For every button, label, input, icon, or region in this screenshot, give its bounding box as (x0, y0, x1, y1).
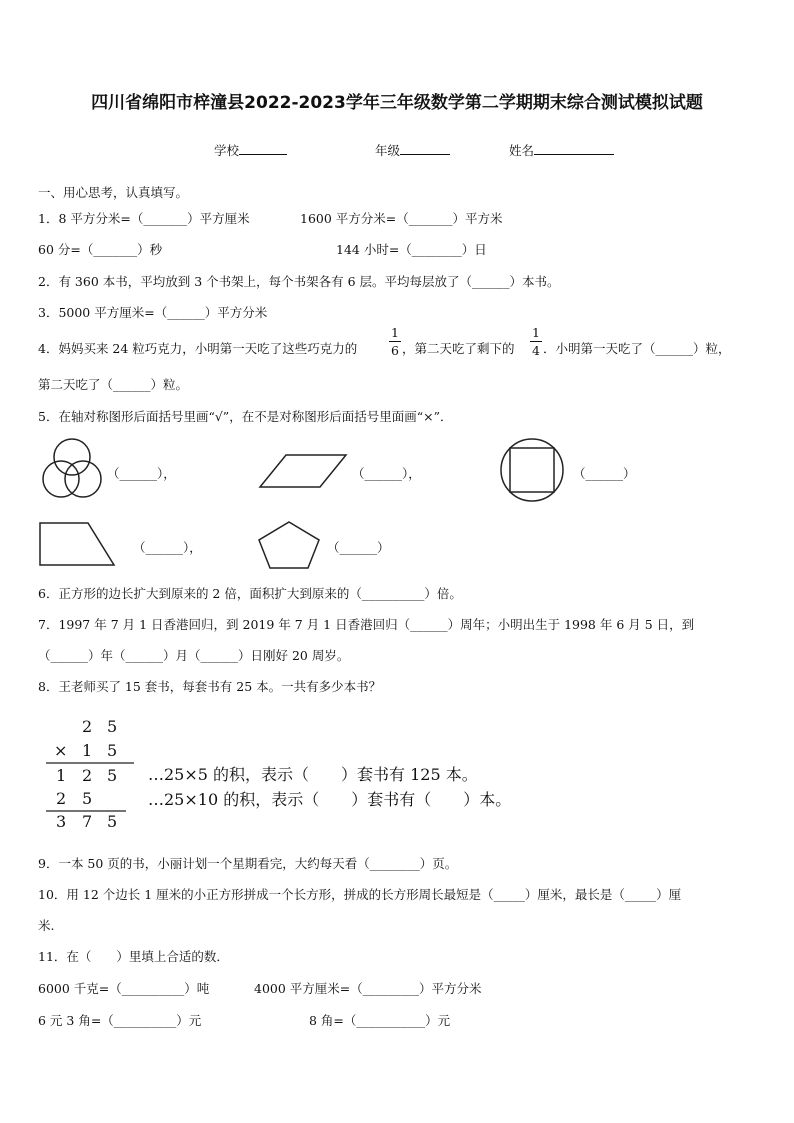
calc-digit: 5 (107, 741, 118, 760)
q11-a: 6000 千克=（__________）吨 (38, 981, 210, 996)
calc-digit: 7 (82, 812, 93, 831)
grade-field[interactable] (375, 141, 450, 159)
q7-line1: 7．1997 年 7 月 1 日香港回归，到 2019 年 7 月 1 日香港回归（______）周年；小明出生于 1998 年 6 月 5 日，到 (38, 617, 695, 632)
q4-fraction-2 (530, 325, 542, 358)
calc-digit: 5 (107, 717, 118, 736)
trapezoid-figure (38, 521, 116, 567)
q7-line2: （______）年（______）月（______）日刚好 20 周岁。 (38, 648, 350, 663)
q4-part2: ，第二天吃了剩下的 (402, 341, 515, 356)
name-field[interactable] (509, 141, 614, 159)
square-in-circle-figure (499, 437, 565, 503)
name-blank[interactable] (534, 142, 614, 155)
three-circles-figure (38, 436, 108, 506)
calc-digit: 5 (107, 812, 118, 831)
fraction-bar (530, 341, 542, 342)
calc-digit: 5 (107, 766, 118, 785)
q5-blank-1[interactable]: （______）， (107, 466, 176, 481)
page-title: 四川省绵阳市梓潼县2022-2023学年三年级数学第二学期期末综合测试模拟试题 (91, 93, 703, 113)
q10-line2: 米. (38, 918, 55, 933)
calc-digit: 1 (82, 741, 93, 760)
q4-part3: ．小明第一天吃了（______）粒， (543, 341, 731, 356)
q5-text: 5．在轴对称图形后面括号里画“√”，在不是对称图形后面括号里面画“×”． (38, 409, 453, 424)
parallelogram-figure (258, 453, 348, 489)
q1-a: 1．8 平方分米=（_______）平方厘米 (38, 211, 250, 226)
school-blank[interactable] (239, 142, 287, 155)
q1-c: 60 分=（_______）秒 (38, 242, 163, 257)
q11-text: 11．在（ ）里填上合适的数． (38, 949, 229, 964)
school-label: 学校 (214, 143, 240, 158)
section-heading: 一、用心思考，认真填写。 (38, 185, 189, 200)
q4-part1: 4．妈妈买来 24 粒巧克力，小明第一天吃了这些巧克力的 (38, 341, 358, 356)
q4-frac2-num: 1 (532, 325, 540, 340)
calc-digit: 1 (56, 766, 67, 785)
calc-divider-line (46, 762, 136, 764)
q4-frac1-den: 6 (391, 343, 399, 358)
calc-digit: 2 (82, 766, 93, 785)
q9: 9．一本 50 页的书，小丽计划一个星期看完，大约每天看（________）页。 (38, 856, 458, 871)
q6: 6．正方形的边长扩大到原来的 2 倍，面积扩大到原来的（__________）倍。 (38, 586, 462, 601)
q8-note-1: …25×5 的积，表示（ ）套书有 125 本。 (148, 765, 478, 784)
pentagon-figure (256, 520, 322, 570)
q11-b: 4000 平方厘米=（_________）平方分米 (254, 981, 482, 996)
q8-text: 8．王老师买了 15 套书，每套书有 25 本。一共有多少本书？ (38, 679, 382, 694)
name-label: 姓名 (509, 143, 535, 158)
q5-blank-3[interactable]: （______） (573, 466, 636, 481)
calc-digit: 3 (56, 812, 67, 831)
q1-d: 144 小时=（________）日 (336, 242, 487, 257)
q4-frac1-num: 1 (391, 325, 399, 340)
q11-c: 6 元 3 角=（__________）元 (38, 1013, 202, 1028)
q2: 2．有 360 本书，平均放到 3 个书架上，每个书架各有 6 层。平均每层放了（______）本书。 (38, 274, 560, 289)
q5-blank-5[interactable]: （______） (327, 540, 390, 555)
q11-d: 8 角=（___________）元 (309, 1013, 451, 1028)
calc-digit: 2 (82, 717, 93, 736)
q10-line1: 10．用 12 个边长 1 厘米的小正方形拼成一个长方形，拼成的长方形周长最短是（_____）厘米，最长是（_____）厘 (38, 887, 682, 902)
q5-blank-4[interactable]: （______）， (133, 540, 202, 555)
q4-fraction-1 (389, 325, 401, 358)
grade-label: 年级 (375, 143, 401, 158)
calc-digit: 2 (56, 789, 67, 808)
q4-line2: 第二天吃了（______）粒。 (38, 377, 189, 392)
fraction-bar (389, 341, 401, 342)
q5-blank-2[interactable]: （______）， (352, 466, 421, 481)
times-sign: × (54, 741, 68, 760)
school-field[interactable] (214, 141, 287, 159)
q8-note-2: …25×10 的积，表示（ ）套书有（ ）本。 (148, 790, 512, 809)
q3: 3．5000 平方厘米=（______）平方分米 (38, 305, 268, 320)
q4-frac2-den: 4 (532, 343, 540, 358)
q1-b: 1600 平方分米=（_______）平方米 (300, 211, 503, 226)
grade-blank[interactable] (400, 142, 450, 155)
calc-digit: 5 (82, 789, 93, 808)
